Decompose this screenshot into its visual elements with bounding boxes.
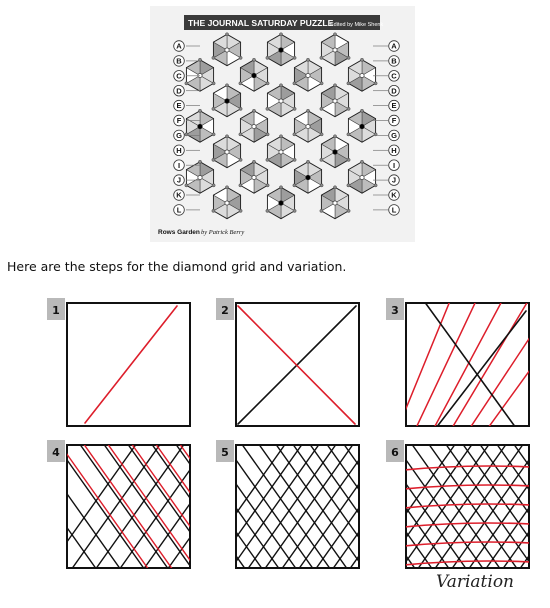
vertex-dot (293, 158, 296, 161)
hex-center-dot (198, 124, 203, 129)
vertex-dot (198, 160, 201, 163)
vertex-dot (185, 184, 188, 187)
puzzle-title: THE JOURNAL SATURDAY PUZZLE (188, 18, 334, 28)
step-6-panel (386, 440, 536, 572)
vertex-dot (212, 56, 215, 59)
vertex-dot (347, 158, 350, 161)
row-label: H (176, 145, 182, 155)
vertex-dot (252, 160, 255, 163)
hex-center-dot (252, 175, 256, 179)
step-6-diagram (386, 440, 536, 572)
row-label: F (391, 116, 397, 126)
vertex-dot (266, 82, 269, 85)
vertex-dot (293, 184, 296, 187)
hex-center-dot (279, 99, 283, 103)
vertex-dot (279, 84, 282, 87)
vertex-dot (293, 209, 296, 212)
row-label: K (391, 190, 397, 200)
vertex-dot (293, 107, 296, 110)
vertex-dot (225, 84, 228, 87)
hex-center-dot (333, 150, 338, 155)
vertex-dot (266, 209, 269, 212)
step-6-number: 6 (391, 446, 399, 459)
row-label: B (176, 56, 182, 66)
vertex-dot (239, 133, 242, 136)
vertex-dot (333, 84, 336, 87)
caption-text: Here are the steps for the diamond grid and variation. (7, 259, 347, 274)
vertex-dot (266, 158, 269, 161)
step-1-diagram (47, 298, 197, 430)
vertex-dot (212, 158, 215, 161)
step-1-number: 1 (52, 304, 60, 317)
hex-center-dot (333, 99, 337, 103)
step-5-panel (216, 440, 366, 572)
hex-center-dot (225, 99, 230, 104)
step-4-number: 4 (52, 446, 60, 459)
vertex-dot (333, 33, 336, 36)
vertex-dot (212, 107, 215, 110)
vertex-dot (266, 133, 269, 136)
vertex-dot (347, 184, 350, 187)
vertex-dot (306, 58, 309, 61)
vertex-dot (347, 56, 350, 59)
step-2-number: 2 (221, 304, 229, 317)
vertex-dot (374, 184, 377, 187)
step-5-number: 5 (221, 446, 229, 459)
hex-center-dot (225, 150, 229, 154)
step-2-diagram (216, 298, 366, 430)
row-label: C (176, 71, 182, 81)
vertex-dot (360, 109, 363, 112)
row-label: K (176, 190, 182, 200)
hex-center-dot (279, 48, 284, 53)
row-label: L (391, 205, 397, 215)
row-label: I (392, 160, 396, 170)
vertex-dot (347, 82, 350, 85)
vertex-dot (306, 109, 309, 112)
vertex-dot (293, 133, 296, 136)
row-label: B (391, 56, 397, 66)
hex-center-dot (279, 201, 284, 206)
row-label: A (391, 41, 397, 51)
puzzle-byline: by Patrick Berry (201, 229, 245, 236)
vertex-dot (320, 184, 323, 187)
vertex-dot (239, 209, 242, 212)
vertex-dot (320, 107, 323, 110)
step-2-panel (216, 298, 366, 430)
step-5-diagram (216, 440, 366, 572)
vertex-dot (212, 209, 215, 212)
vertex-dot (239, 82, 242, 85)
row-label: I (177, 160, 181, 170)
row-label: J (176, 175, 182, 185)
hex-center-dot (306, 73, 310, 77)
vertex-dot (320, 158, 323, 161)
hex-center-dot (252, 73, 257, 78)
vertex-dot (212, 184, 215, 187)
row-label: H (391, 145, 397, 155)
row-label: A (176, 41, 182, 51)
row-label: D (391, 86, 397, 96)
hex-center-dot (198, 175, 202, 179)
puzzle-editor: Edited by Mike Shenk (330, 22, 384, 28)
vertex-dot (333, 186, 336, 189)
hex-center-dot (333, 48, 337, 52)
row-label: E (176, 101, 182, 111)
row-label: C (391, 71, 397, 81)
vertex-dot (252, 109, 255, 112)
vertex-dot (347, 133, 350, 136)
hex-center-dot (333, 201, 337, 205)
step-3-number: 3 (391, 304, 399, 317)
row-label: L (176, 205, 182, 215)
hex-center-dot (279, 150, 283, 154)
vertex-dot (279, 33, 282, 36)
hex-center-dot (360, 175, 364, 179)
step-4-diagram (47, 440, 197, 572)
vertex-dot (212, 133, 215, 136)
vertex-dot (320, 82, 323, 85)
vertex-dot (266, 107, 269, 110)
step-1-frame (67, 303, 190, 426)
hex-center-dot (306, 175, 311, 180)
vertex-dot (347, 107, 350, 110)
vertex-dot (320, 56, 323, 59)
vertex-dot (293, 56, 296, 59)
step-3-panel (386, 298, 536, 430)
vertex-dot (320, 209, 323, 212)
vertex-dot (306, 160, 309, 163)
row-label: J (391, 175, 397, 185)
vertex-dot (360, 58, 363, 61)
step-4-panel (47, 440, 197, 572)
vertex-dot (239, 158, 242, 161)
vertex-dot (239, 56, 242, 59)
step-5-black-line (360, 443, 366, 570)
puzzle-grid-image (150, 6, 415, 242)
vertex-dot (225, 186, 228, 189)
vertex-dot (252, 58, 255, 61)
vertex-dot (279, 135, 282, 138)
step-1-panel (47, 298, 197, 430)
vertex-dot (347, 209, 350, 212)
vertex-dot (266, 184, 269, 187)
step-6-black-line (530, 443, 536, 570)
vertex-dot (185, 82, 188, 85)
variation-label: Variation (436, 572, 515, 592)
puzzle-clipping (150, 6, 415, 242)
vertex-dot (239, 184, 242, 187)
vertex-dot (225, 33, 228, 36)
vertex-dot (360, 160, 363, 163)
vertex-dot (198, 109, 201, 112)
hex-center-dot (225, 48, 229, 52)
row-label: E (391, 101, 397, 111)
row-label: F (176, 116, 182, 126)
vertex-dot (320, 133, 323, 136)
vertex-dot (266, 56, 269, 59)
row-label: G (391, 131, 397, 140)
hex-center-dot (306, 124, 310, 128)
row-label: G (176, 131, 182, 140)
hex-center-dot (360, 73, 364, 77)
puzzle-name: Rows Garden (158, 229, 200, 236)
vertex-dot (239, 107, 242, 110)
vertex-dot (333, 135, 336, 138)
vertex-dot (225, 135, 228, 138)
hex-center-dot (360, 124, 365, 129)
row-label: D (176, 86, 182, 96)
hex-center-dot (252, 124, 256, 128)
hex-center-dot (225, 201, 229, 205)
vertex-dot (374, 82, 377, 85)
vertex-dot (212, 82, 215, 85)
step-3-diagram (386, 298, 536, 430)
step-4-black-line (191, 443, 197, 570)
vertex-dot (293, 82, 296, 85)
vertex-dot (279, 186, 282, 189)
